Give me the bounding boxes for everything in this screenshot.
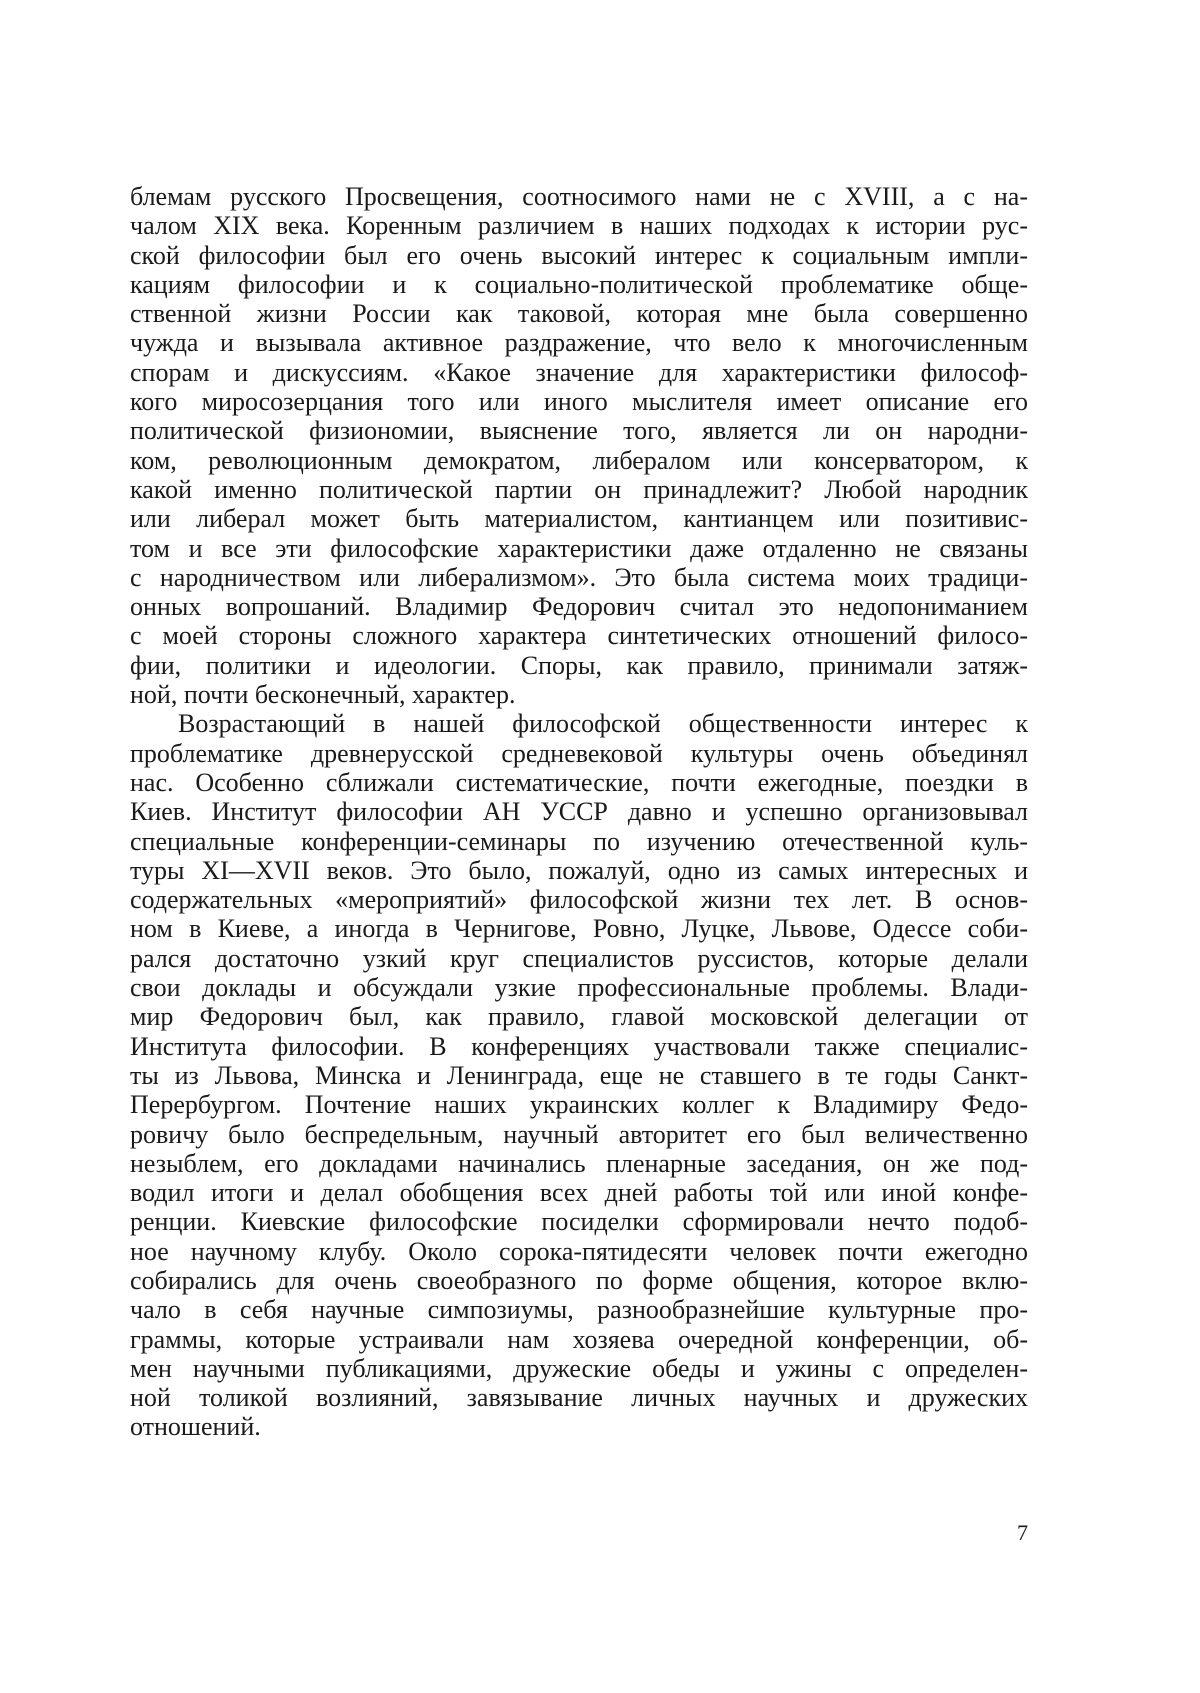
text-line: или либерал может быть материалистом, кантианцем или позитивис-	[130, 504, 1028, 534]
text-line: с народничеством или либерализмом». Это была система моих традици-	[130, 562, 1028, 592]
text-line: ственной жизни России как таковой, которая мне была совершенно	[130, 299, 1028, 329]
text-line: проблематике древнерусской средневековой культуры очень объединял	[130, 738, 1028, 768]
text-line: граммы, которые устраивали нам хозяева очередной конференции, об-	[130, 1324, 1028, 1354]
text-line: Возрастающий в нашей философской общественности интерес к	[178, 709, 1028, 739]
text-line: нас. Особенно сближали систематические, почти ежегодные, поездки в	[130, 767, 1028, 797]
text-line: блемам русского Просвещения, соотносимого нами не с XVIII, а с на-	[130, 182, 1028, 211]
text-line: ное научному клубу. Около сорока-пятидесяти человек почти ежегодно	[130, 1236, 1028, 1266]
text-line: чало в себя научные симпозиумы, разнообразнейшие культурные про-	[130, 1295, 1028, 1325]
text-line: мен научными публикациями, дружеские обеды и ужины с определен-	[130, 1353, 1028, 1383]
paragraph-2	[130, 709, 1028, 1441]
text-line: рался достаточно узкий круг специалистов руссистов, которые делали	[130, 943, 1028, 973]
text-line: фии, политики и идеологии. Споры, как правило, принимали затяж-	[130, 650, 1028, 680]
text-line: ты из Львова, Минска и Ленинграда, еще не ставшего в те годы Санкт-	[130, 1060, 1028, 1090]
text-line: ком, революционным демократом, либералом или консерватором, к	[130, 445, 1028, 475]
text-line: онных вопрошаний. Владимир Федорович считал это недопониманием	[130, 592, 1028, 622]
text-line: ренции. Киевские философские посиделки сформировали нечто подоб-	[130, 1207, 1028, 1237]
text-line: водил итоги и делал обобщения всех дней работы той или иной конфе-	[130, 1178, 1028, 1208]
text-line: чужда и вызывала активное раздражение, что вело к многочисленным	[130, 328, 1028, 358]
text-line: ной, почти бесконечный, характер.	[130, 680, 516, 710]
text-line: ном в Киеве, а иногда в Чернигове, Ровно, Луцке, Львове, Одессе соби-	[130, 914, 1028, 944]
text-line: ной толикой возлияний, завязывание личных научных и дружеских	[130, 1383, 1028, 1413]
text-line: с моей стороны сложного характера синтетических отношений филосо-	[130, 621, 1028, 651]
text-line: ской философии был его очень высокий интерес к социальным импли-	[130, 240, 1028, 270]
text-line: мир Федорович был, как правило, главой московской делегации от	[130, 1002, 1028, 1032]
text-line: свои доклады и обсуждали узкие профессиональные проблемы. Влади-	[130, 973, 1028, 1003]
text-line: Киев. Институт философии АН УССР давно и успешно организовывал	[130, 797, 1028, 827]
text-line: Института философии. В конференциях участвовали также специалис-	[130, 1031, 1028, 1061]
text-line: кого миросозерцания того или иного мыслителя имеет описание его	[130, 387, 1028, 417]
text-line: чалом XIX века. Коренным различием в наших подходах к истории рус-	[130, 211, 1028, 241]
text-line: ровичу было беспредельным, научный авторитет его был величественно	[130, 1119, 1028, 1149]
text-line: Перербургом. Почтение наших украинских коллег к Владимиру Федо-	[130, 1090, 1028, 1120]
text-line: отношений.	[130, 1412, 261, 1442]
text-line: какой именно политической партии он принадлежит? Любой народник	[130, 474, 1028, 504]
text-line: содержательных «мероприятий» философской жизни тех лет. В основ-	[130, 885, 1028, 915]
body-text	[130, 182, 1028, 1442]
text-line: туры XI—XVII веков. Это было, пожалуй, одно из самых интересных и	[130, 855, 1028, 885]
text-line: собирались для очень своеобразного по форме общения, которое вклю-	[130, 1265, 1028, 1295]
paragraph-1	[130, 182, 1028, 709]
text-line: спорам и дискуссиям. «Какое значение для характеристики философ-	[130, 357, 1028, 387]
text-line: политической физиономии, выяснение того, является ли он народни-	[130, 416, 1028, 446]
text-line: незыблем, его докладами начинались пленарные заседания, он же под-	[130, 1148, 1028, 1178]
text-line: том и все эти философские характеристики даже отдаленно не связаны	[130, 533, 1028, 563]
page-number: 7	[1017, 1520, 1028, 1545]
text-line: кациям философии и к социально-политической проблематике обще-	[130, 269, 1028, 299]
text-line: специальные конференции-семинары по изучению отечественной куль-	[130, 826, 1028, 856]
